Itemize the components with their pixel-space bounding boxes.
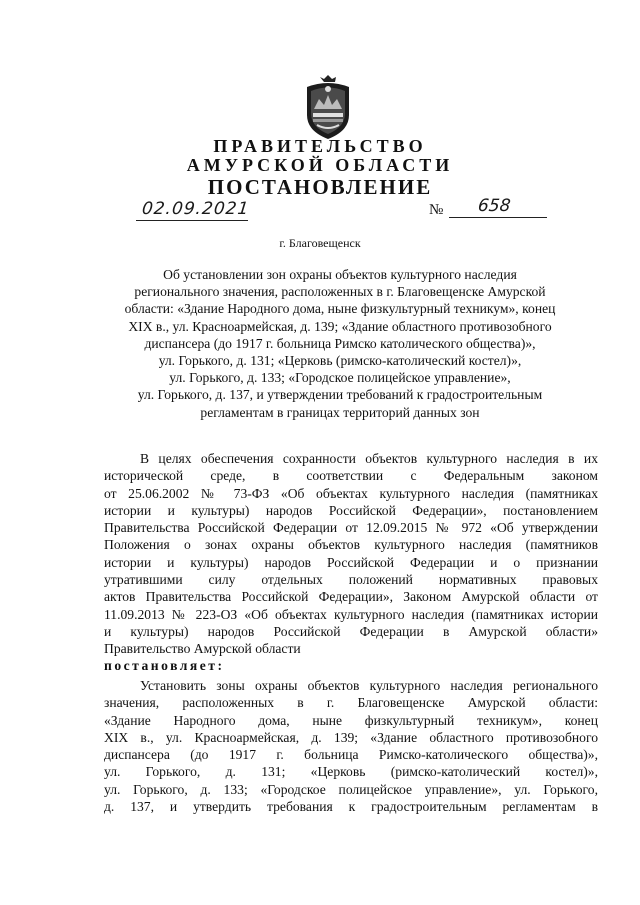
preamble-line: истории и культуры) народов Российской Федерации», постановлением — [104, 502, 598, 518]
coat-of-arms-emblem — [299, 73, 357, 141]
preamble-line: утратившими силу отдельных положений нормативных правовых — [104, 572, 598, 588]
title-line: регламентам в границах территорий данных зон — [200, 404, 480, 420]
preamble-line: исторической среде, в соответствии с Федеральным законом — [104, 468, 598, 484]
preamble-line: актов Правительства Российской Федерации», Законом Амурской области от — [104, 589, 598, 605]
preamble-paragraph — [104, 450, 598, 658]
preamble-line: Положения о зонах охраны объектов культурного наследия (памятников — [104, 537, 598, 553]
item1-paragraph — [104, 677, 598, 815]
preamble-line: и культуры) народов Российской Федерации в Амурской области» — [104, 623, 598, 639]
item1-line: «Здание Народного дома, ныне физкультурный техникум», конец — [104, 712, 598, 728]
number-sign: № — [429, 202, 444, 218]
title-line: ул. Горького, д. 131; «Церковь (римско-католический костел)», — [158, 353, 522, 369]
preamble-line: от 25.06.2002 № 73-ФЗ «Об объектах культурного наследия (памятниках — [104, 485, 598, 501]
title-line: ул. Горького, д. 133; «Городское полицейское управление», — [169, 370, 511, 386]
preamble-line: 11.09.2013 № 223-ОЗ «Об объектах культурного наследия (памятниках истории — [104, 606, 598, 622]
preamble-line: Правительства Российской Федерации от 12.09.2015 № 972 «Об утверждении — [104, 520, 598, 536]
handwritten-number: 658 — [476, 196, 512, 216]
date-underline — [136, 220, 248, 221]
org-name-line1: ПРАВИТЕЛЬСТВО — [213, 136, 427, 156]
item1-line: XIX в., ул. Красноармейская, д. 139; «Здание областного противозобного — [104, 729, 598, 745]
preamble-line: Правительство Амурской области — [104, 641, 301, 657]
document-type: ПОСТАНОВЛЕНИЕ — [207, 175, 433, 199]
item1-line: Установить зоны охраны объектов культурного наследия регионального — [140, 678, 598, 693]
document-title — [100, 266, 580, 421]
item1-line: диспансера (до 1917 г. больница Римско-католического общества)», — [104, 747, 598, 763]
title-line: XIX в., ул. Красноармейская, д. 139; «Здание областного противозобного — [128, 318, 552, 334]
title-line: области: «Здание Народного дома, ныне физкультурный техникум», конец — [124, 301, 556, 317]
handwritten-date: 02.09.2021 — [140, 199, 251, 219]
resolve-word: постановляет: — [104, 658, 225, 673]
title-line: Об установлении зон охраны объектов культурного наследия — [163, 267, 517, 282]
item1-line: значения, расположенных в г. Благовещенске Амурской области: — [104, 695, 598, 711]
title-line: ул. Горького, д. 137, и утверждении требований к градостроительным — [137, 387, 543, 403]
title-line: регионального значения, расположенных в г. Благовещенске Амурской — [134, 284, 546, 300]
city-name: г. Благовещенск — [279, 236, 361, 250]
preamble-line: истории и культуры) народов Российской Федерации и о признании — [104, 554, 598, 570]
item1-line: ул. Горького, д. 133; «Городское полицейское управление», ул. Горького, — [104, 781, 598, 797]
preamble-line: В целях обеспечения сохранности объектов культурного наследия в их — [140, 451, 598, 466]
title-line: диспансера (до 1917 г. больница Римско католического общества)», — [144, 335, 536, 351]
org-name-line2: АМУРСКОЙ ОБЛАСТИ — [186, 155, 454, 175]
number-underline — [449, 217, 547, 218]
item1-line: д. 137, и утвердить требования к градостроительным регламентам в — [104, 799, 598, 815]
item1-line: ул. Горького, д. 131; «Церковь (римско-католический костел)», — [104, 764, 598, 780]
